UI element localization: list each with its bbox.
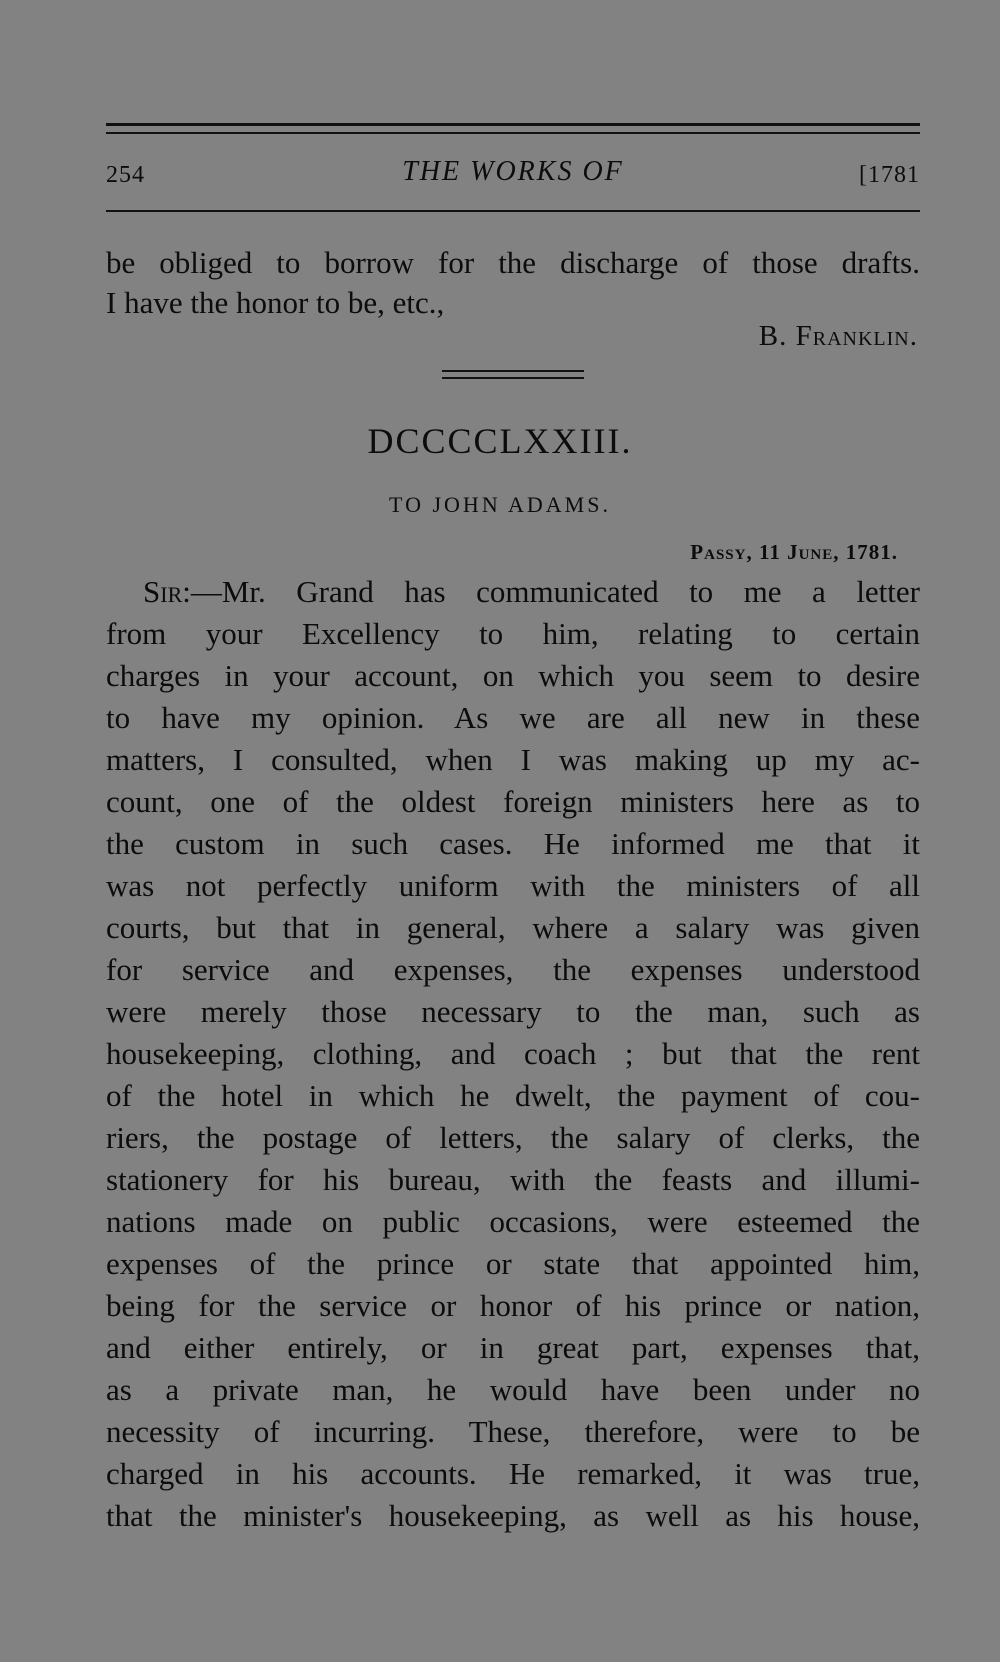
letter-line: being for the service or honor of his prince or nation, <box>106 1288 920 1323</box>
letter-dateline: Passy, 11 June, 1781. <box>690 540 898 564</box>
letter-line: housekeeping, clothing, and coach ; but that the rent <box>106 1036 920 1071</box>
letter-line: expenses of the prince or state that appointed him, <box>106 1246 920 1281</box>
letter-first-line <box>143 573 920 611</box>
letter-line: nations made on public occasions, were esteemed the <box>106 1204 920 1239</box>
letter-line: as a private man, he would have been under no <box>106 1372 920 1407</box>
prev-letter-line-2: I have the honor to be, etc., <box>106 285 445 320</box>
header-rule-bottom <box>106 210 920 212</box>
letter-line: the custom in such cases. He informed me that it <box>106 826 920 861</box>
letter-first-line-text: :—Mr. Grand has communicated to me a letter <box>182 574 920 609</box>
signature: B. Franklin. <box>758 320 918 352</box>
letter-line: and either entirely, or in great part, expenses that, <box>106 1330 920 1365</box>
letter-line: matters, I consulted, when I was making up my ac- <box>106 742 920 777</box>
header-rule-top <box>106 123 920 126</box>
section-divider-bottom <box>442 377 584 379</box>
letter-line: that the minister's housekeeping, as well as his house, <box>106 1498 920 1533</box>
letter-line: count, one of the oldest foreign ministers here as to <box>106 784 920 819</box>
salutation: Sir <box>143 574 183 609</box>
letter-recipient: TO JOHN ADAMS. <box>389 492 611 517</box>
section-divider-top <box>442 370 584 372</box>
letter-line: courts, but that in general, where a salary was given <box>106 910 920 945</box>
page-number: 254 <box>106 162 145 188</box>
letter-line: stationery for his bureau, with the feasts and illumi- <box>106 1162 920 1197</box>
header-rule-second <box>106 132 920 134</box>
letter-line: necessity of incurring. These, therefore, were to be <box>106 1414 920 1449</box>
letter-line: were merely those necessary to the man, such as <box>106 994 920 1029</box>
letter-line: for service and expenses, the expenses understood <box>106 952 920 987</box>
letter-line: to have my opinion. As we are all new in these <box>106 700 920 735</box>
letter-line: riers, the postage of letters, the salary of clerks, the <box>106 1120 920 1155</box>
letter-line: charges in your account, on which you seem to desire <box>106 658 920 693</box>
running-header <box>106 156 920 196</box>
letter-line: from your Excellency to him, relating to certain <box>106 616 920 651</box>
letter-line: of the hotel in which he dwelt, the payment of cou- <box>106 1078 920 1113</box>
letter-line: was not perfectly uniform with the ministers of all <box>106 868 920 903</box>
header-year: [1781 <box>859 162 920 188</box>
prev-letter-line-1: be obliged to borrow for the discharge of those drafts. <box>106 245 920 280</box>
letter-number: DCCCCLXXIII. <box>367 421 633 461</box>
running-title: THE WORKS OF <box>402 156 624 187</box>
letter-line: charged in his accounts. He remarked, it was true, <box>106 1456 920 1491</box>
